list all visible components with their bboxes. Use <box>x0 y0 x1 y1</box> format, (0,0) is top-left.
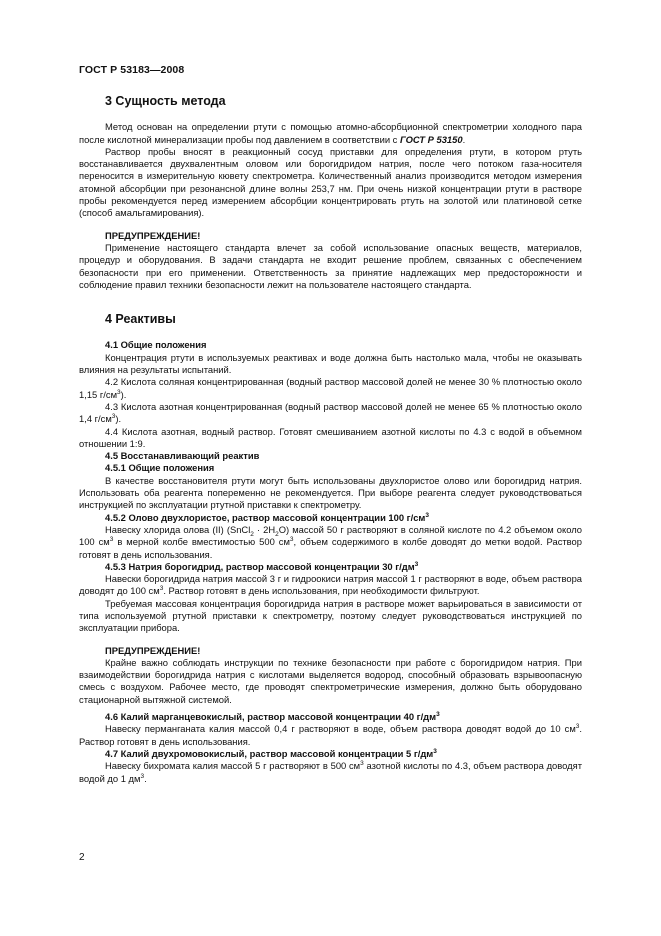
s46-sup: 3 <box>575 723 580 731</box>
section-4-5-3-text-1 <box>79 573 582 598</box>
s46-title-sup: 3 <box>436 710 440 718</box>
section-4-1-text: Концентрация ртути в используемых реактивах и воде должна быть настолько мала, чтобы не оказывать влияния на результаты испытаний. <box>79 351 582 376</box>
s43-sup: 3 <box>111 413 116 421</box>
section-4-5-1-text: В качестве восстановителя ртути могут быть использованы двухлористое олово или борогидрид натрия. Использовать оба реагента попеременно не рекомендуется. При выборе реагента следует руководствоваться инструкцией по эксплуатации ртутной приставки к спектрометру. <box>79 474 582 511</box>
section-4-5-3-text-2: Требуемая массовая концентрация борогидрида натрия в растворе может варьироваться в зависимости от типа используемой ртутной приставки к спектрометру, поэтому следует руководствоваться инструкцией по эксплуатации прибора. <box>79 597 582 634</box>
s47-sup1: 3 <box>360 760 364 768</box>
section-4-5-2-text <box>79 524 582 561</box>
s43-end: ). <box>115 413 122 425</box>
s452-title-sup: 3 <box>425 511 429 519</box>
s452-a: Навеску хлорида олова (II) (SnCl <box>105 523 251 535</box>
s47-title-sup: 3 <box>433 747 437 755</box>
s453-p1-b: . Раствор готовят в день использования, при необходимости фильтруют. <box>163 585 480 597</box>
section-4-6-text <box>79 723 582 748</box>
s452-sup2: 3 <box>289 536 294 544</box>
section-3-paragraph-1 <box>79 121 582 146</box>
section-3-paragraph-1-text: Метод основан на определении ртути с помощью атомно-абсорбционной спектрометрии холодного пара после кислотной минерализации пробы под давлением в соответствии с <box>79 121 582 145</box>
warning-text-1: Применение настоящего стандарта влечет за собой использование опасных веществ, материалов, процедур и оборудования. В задачи стандарта не входит решение проблем, связанных с обеспечением безопасности при его применении. Ответственность за принятие надлежащих мер предосторожности и соблюдение правил техники безопасности лежит на пользователе настоящего стандарта. <box>79 241 582 290</box>
section-4-7-text <box>79 760 582 785</box>
section-4-5-title: 4.5 Восстанавливающий реактив <box>105 450 260 462</box>
standard-reference-link: ГОСТ Р 53150 <box>399 133 463 145</box>
section-4-1-title: 4.1 Общие положения <box>105 339 207 351</box>
s452-b: · 2H <box>253 523 276 535</box>
s452-c: O) массой 50 г растворяют в соляной кислоте по 4.2 объемом около 100 см <box>79 523 583 548</box>
s46-a: Навеску перманганата калия массой 0,4 г растворяют в воде, объем раствора доводят водой до 10 см <box>105 723 576 735</box>
section-3-paragraph-2: Раствор пробы вносят в реакционный сосуд приставки для определения ртути, в котором ртуть восстанавливается двухвалентным оловом или борогидридом натрия, после чего потоком газа-носителя переносится в измерительную кювету спектрометра. Количественный анализ производится методом измерения атомной абсорбции при резонансной длине волны 253,7 нм. При очень низкой концентрации ртути в растворе пробы рекомендуется перед измерением абсорбции концентрировать ртуть на золотой или платиновой сетке (способ амальгамирования). <box>79 145 582 219</box>
section-4-5-2-title <box>79 512 582 524</box>
s453-title-sup: 3 <box>414 560 419 568</box>
section-4-6-title <box>79 711 582 723</box>
s42-end: ). <box>120 388 127 400</box>
s453-p1-sup: 3 <box>159 585 164 593</box>
s43-text: 4.3 Кислота азотная концентрированная (водный раствор массовой долей не менее 65 % плотностью около 1,4 г/см <box>79 400 582 425</box>
s47-c: . <box>144 772 147 784</box>
section-4-5-1-title: 4.5.1 Общие положения <box>105 462 215 474</box>
s46-b: . Раствор готовят в день использования. <box>79 723 582 747</box>
s452-d: в мерной колбе вместимостью 500 см <box>113 536 290 548</box>
document-header: ГОСТ Р 53183—2008 <box>79 64 185 76</box>
s47-title-text: 4.7 Калий двухромовокислый, раствор массовой концентрации 5 г/дм <box>105 747 434 759</box>
s453-title-text: 4.5.3 Натрия борогидрид, раствор массовой концентрации 30 г/дм <box>105 560 415 572</box>
section-3-title: 3 Сущность метода <box>105 94 226 108</box>
section-4-4-text: 4.4 Кислота азотная, водный раствор. Готовят смешиванием азотной кислоты по 4.3 с водой в объемном отношении 1:9. <box>79 425 582 449</box>
warning-title-2: ПРЕДУПРЕЖДЕНИЕ! <box>105 644 201 656</box>
s42-sup: 3 <box>117 388 121 396</box>
section-4-3-text <box>79 401 582 426</box>
s453-p1-a: Навески борогидрида натрия массой 3 г и гидроокиси натрия массой 1 г растворяют в воде, объем раствора доводят до 100 см <box>79 573 582 597</box>
page-number: 2 <box>79 852 85 863</box>
s452-title-text: 4.5.2 Олово двухлористое, раствор массовой концентрации 100 г/см <box>105 511 426 523</box>
s452-sub2: 2 <box>275 530 279 538</box>
s47-a: Навеску бихромата калия массой 5 г растворяют в 500 см <box>105 760 361 772</box>
s42-text: 4.2 Кислота соляная концентрированная (водный раствор массовой долей не менее 30 % плотностью около 1,15 г/см <box>79 376 582 400</box>
section-3-paragraph-1-end: . <box>462 133 466 145</box>
section-4-title: 4 Реактивы <box>105 312 176 327</box>
s452-sup1: 3 <box>109 536 114 544</box>
section-4-5-3-title <box>79 561 582 573</box>
document-body <box>79 95 582 785</box>
s47-sup2: 3 <box>140 772 145 780</box>
s46-title-text: 4.6 Калий марганцевокислый, раствор массовой концентрации 40 г/дм <box>105 711 437 723</box>
s47-b: азотной кислоты по 4.3, объем раствора доводят водой до 1 дм <box>79 760 582 784</box>
section-4-7-title <box>79 748 582 760</box>
s452-e: , объем содержимого в колбе доводят до метки водой. Раствор готовят в день использования. <box>79 536 582 560</box>
warning-title-1: ПРЕДУПРЕЖДЕНИЕ! <box>105 229 201 241</box>
warning-text-2: Крайне важно соблюдать инструкции по технике безопасности при работе с борогидридом натрия. При взаимодействии борогидрида натрия с кислотами выделяется водород, способный образовать взрывоопасную смесь с воздухом. Рабочее место, где проводят спектрометрические измерения, должно быть оборудовано стационарной вытяжной системой. <box>79 656 582 705</box>
s452-sub1: 2 <box>250 530 254 538</box>
section-4-2-text <box>79 376 582 401</box>
